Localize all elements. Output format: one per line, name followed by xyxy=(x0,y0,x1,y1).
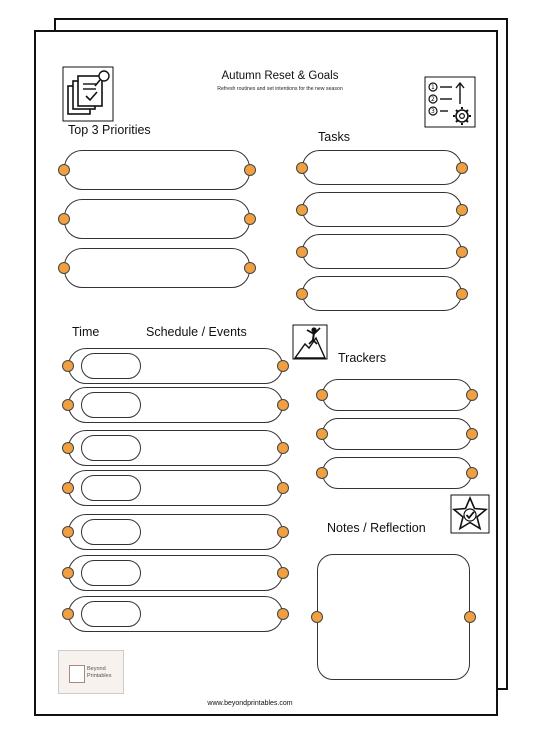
priority-field-3[interactable] xyxy=(64,248,250,288)
trackers-heading: Trackers xyxy=(338,351,387,365)
time-heading: Time xyxy=(72,325,100,339)
accent-dot xyxy=(466,467,478,479)
page-title: Autumn Reset & Goals xyxy=(221,70,339,82)
accent-dot xyxy=(62,442,74,454)
accent-dot xyxy=(296,204,308,216)
schedule-row-4[interactable] xyxy=(68,470,283,506)
accent-dot xyxy=(277,360,289,372)
schedule-row-3[interactable] xyxy=(68,430,283,466)
accent-dot xyxy=(62,608,74,620)
accent-dot xyxy=(296,162,308,174)
accent-dot xyxy=(316,389,328,401)
priority-field-1[interactable] xyxy=(64,150,250,190)
task-field-4[interactable] xyxy=(302,276,462,311)
accent-dot xyxy=(296,246,308,258)
accent-dot xyxy=(277,482,289,494)
tracker-field-1[interactable] xyxy=(322,379,472,411)
accent-dot xyxy=(277,608,289,620)
accent-dot xyxy=(58,213,70,225)
task-field-3[interactable] xyxy=(302,234,462,269)
priority-field-2[interactable] xyxy=(64,199,250,239)
accent-dot xyxy=(316,467,328,479)
accent-dot xyxy=(311,611,323,623)
accent-dot xyxy=(62,482,74,494)
accent-dot xyxy=(277,526,289,538)
logo-mark xyxy=(69,665,85,683)
accent-dot xyxy=(277,567,289,579)
mountain-climber-icon xyxy=(292,324,328,360)
svg-text:3: 3 xyxy=(431,108,435,115)
svg-text:2: 2 xyxy=(431,96,435,103)
accent-dot xyxy=(464,611,476,623)
tracker-field-3[interactable] xyxy=(322,457,472,489)
schedule-heading: Schedule / Events xyxy=(146,325,247,339)
checklist-clipboard-icon xyxy=(62,66,114,122)
schedule-row-6[interactable] xyxy=(68,555,283,591)
tasks-heading: Tasks xyxy=(318,130,350,144)
accent-dot xyxy=(58,262,70,274)
priorities-heading: Top 3 Priorities xyxy=(68,123,151,137)
accent-dot xyxy=(277,399,289,411)
footer-url[interactable]: www.beyondprintables.com xyxy=(207,700,293,707)
tracker-field-2[interactable] xyxy=(322,418,472,450)
svg-text:1: 1 xyxy=(431,84,435,91)
page-subtitle: Refresh routines and set intentions for the new season xyxy=(217,86,343,92)
numbered-list-gear-icon xyxy=(424,76,476,128)
time-field[interactable] xyxy=(81,392,141,418)
notes-heading: Notes / Reflection xyxy=(327,521,426,535)
time-field[interactable] xyxy=(81,435,141,461)
accent-dot xyxy=(62,567,74,579)
accent-dot xyxy=(244,164,256,176)
accent-dot xyxy=(456,204,468,216)
accent-dot xyxy=(296,288,308,300)
accent-dot xyxy=(456,288,468,300)
accent-dot xyxy=(466,389,478,401)
schedule-row-5[interactable] xyxy=(68,514,283,550)
schedule-row-7[interactable] xyxy=(68,596,283,632)
time-field[interactable] xyxy=(81,519,141,545)
accent-dot xyxy=(244,262,256,274)
time-field[interactable] xyxy=(81,475,141,501)
accent-dot xyxy=(316,428,328,440)
task-field-2[interactable] xyxy=(302,192,462,227)
schedule-row-1[interactable] xyxy=(68,348,283,384)
accent-dot xyxy=(58,164,70,176)
time-field[interactable] xyxy=(81,601,141,627)
accent-dot xyxy=(277,442,289,454)
accent-dot xyxy=(456,162,468,174)
accent-dot xyxy=(62,360,74,372)
logo-text: Beyond Printables xyxy=(87,666,112,679)
time-field[interactable] xyxy=(81,353,141,379)
notes-area[interactable] xyxy=(317,554,470,680)
schedule-row-2[interactable] xyxy=(68,387,283,423)
brand-logo xyxy=(58,650,124,694)
accent-dot xyxy=(456,246,468,258)
star-check-icon xyxy=(450,494,490,534)
accent-dot xyxy=(466,428,478,440)
accent-dot xyxy=(62,526,74,538)
accent-dot xyxy=(62,399,74,411)
time-field[interactable] xyxy=(81,560,141,586)
task-field-1[interactable] xyxy=(302,150,462,185)
accent-dot xyxy=(244,213,256,225)
